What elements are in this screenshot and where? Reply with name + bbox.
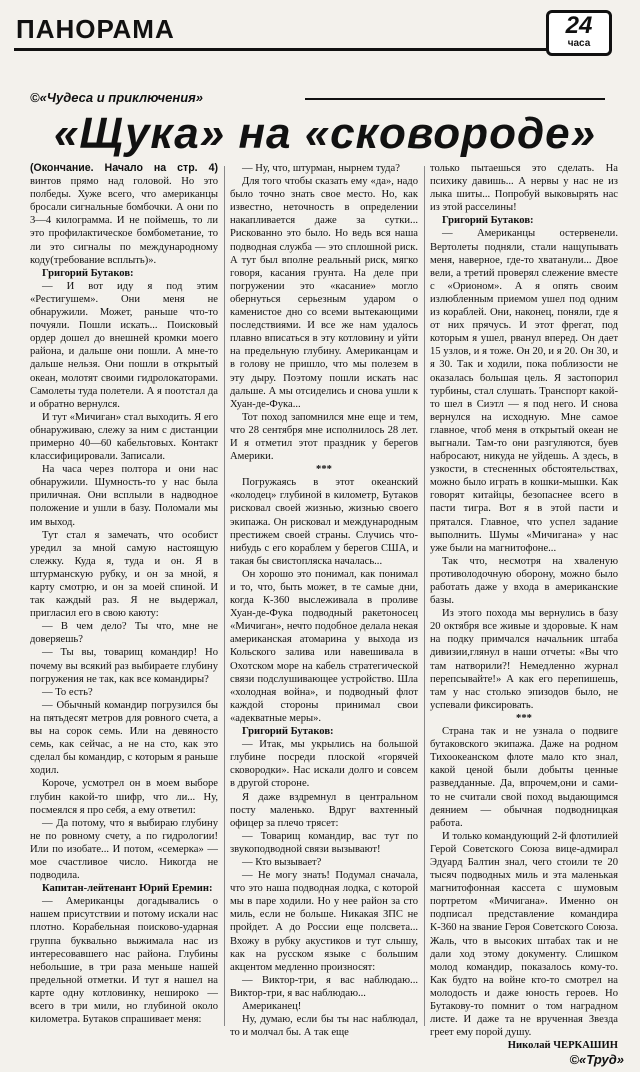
paragraph: — Обычный командир погрузился бы на пятьдесят метров для ровного счета, а вы на сорок семь. Или на девяносто семь, как сейчас, а не на сто, как это сделал бы командир, с которым я раньше ходил. [30, 699, 218, 777]
paragraph: — Американцы остервенели. Вертолеты подняли, стали нащупывать меня, наверное, где-то хватанули... Двое вели, а третий проверял слежение вместе с «Орионом». А я опять своим излюбленным приемом ушел под одним из кораблей. Они, наконец, поняли, где я от них прячусь. И этот фрегат, под которым я ушел, рванул вперед. Он дает 15 узлов, и я тоже. Он 20, и я 20. Он 30, и я 30. Так и ходили, пока поблизости не оказалась большая цель. Я застопорил турбины, стал слушать. Транспорт какой-то шел в Сиэтл — я под него. И снова вернулся на исходную. Мне самое главное, чтоб меня в открытый океан не выгнали. Там-то они разгуляются, буев набросают, никуда не уйдешь. А здесь, в узкости, в стесненных обстоятельствах, можно было играть в кошки-мышки. Как говорят китайцы, безопаснее всего в пасти тигра. Вот я в этой пасти и прятался. Главное, что успел задание выполнить. Шумы «Мичигана» у нас уже были на магнитофоне... [430, 228, 618, 554]
paragraph: — Виктор-три, я вас наблюдаю... Виктор-три, я вас наблюдаю... [230, 974, 418, 999]
newspaper-logo [546, 10, 612, 56]
paragraph: Ну, думаю, если бы ты нас наблюдал, то и молчал бы. А так еще [230, 1014, 418, 1039]
speaker-name: Григорий Бутаков: [442, 215, 534, 227]
paragraph: Страна так и не узнала о подвиге бутаковского экипажа. Даже на родном Тихоокеанском флоте мало кто знал, какой ценой были добыты ценные разведданные. Да, впрочем,они и сами-то не считали свой поход выдающимся деянием — обычная подводницкая работа. [430, 726, 618, 829]
paragraph: — Ты вы, товарищ командир! Но почему вы всякий раз выбираете глубину погружения не так, как все командиры? [30, 647, 218, 685]
paragraph: — Не могу знать! Подумал сначала, что это наша подводная лодка, с которой мы в паре ходили. Но у нее район за сто миль, если не больше. Никакая ЗПС не пройдет. А до России еще полсвета... Вхожу в рубку акустиков и тут слышу, как на русском языке с большим акцентом медленно произносят: [230, 870, 418, 973]
article-column-2 [230, 162, 418, 1052]
rubric-rule [305, 98, 605, 100]
masthead [14, 10, 626, 54]
logo-word: часа [567, 38, 591, 49]
paragraph: И только командующий 2-й флотилией Герой Советского Союза вице-адмирал Эдуард Балтин знал, чего стоили те 20 тысяч подводных миль и эта маленькая магнитофонная кассета с шумовым портретом «Мичигана». Именно он подписал представление командира К-360 на звание Героя Советского Союза. Жаль, что в высоких штабах так и не дали ход этому документу. Слишком молод командир, показалось кому-то. Как будто на войне кто-то смотрел на молодость и даже юность героев. Но Бутакову-то помнит о том наградном листе. И даже та не врученная Звезда греет ему порой душу. [430, 830, 618, 1039]
continuation-note: (Окончание. Начало на стр. 4) [30, 162, 218, 174]
paragraph: — Да потому, что я выбираю глубину не по ровному счету, а по гидрологии! Или по изобате... И потом, «семерка» — мое счастливое число. Никогда не подводила. [30, 817, 218, 882]
source-credit: ©«Труд» [569, 1052, 624, 1067]
paragraph: Тот поход запомнился мне еще и тем, что 28 сентября мне исполнилось 28 лет. И я отметил этот праздник у берегов Америки. [230, 411, 418, 463]
paragraph: Тут стал я замечать, что особист уредил за мной самую настоящую слежку. Куда я, туда и он. Я в штурманскую рубку, и он за мной, я карту смотрю, и он за моей спиной. И так каждый раз. Я не выдержал, пригласил его в свою каюту: [30, 529, 218, 620]
article-column-1 [30, 162, 218, 1052]
lead-paragraph [30, 162, 218, 267]
paragraph: Так что, несмотря на хваленую противолодочную оборону, можно было работать даже у входа в американские базы. [430, 555, 618, 607]
rubric: ©«Чудеса и приключения» [30, 90, 204, 105]
speaker-name: Григорий Бутаков: [242, 726, 334, 738]
paragraph: Я даже вздремнул в центральном посту маленько. Вдруг вахтенный офицер за плечо трясет: [230, 791, 418, 829]
column-divider [424, 166, 425, 1026]
paragraph: Короче, усмотрел он в моем выборе глубин какой-то шифр, что ли... Ну, посмеялся я про себя, а ему ответил: [30, 778, 218, 816]
paragraph: — Американцы догадывались о нашем присутствии и потому искали нас плотно. Корабельная поисково-ударная группа буквально выжимала нас из интересовавшего нас района. Глубины небольшие, в три раза меньше нашей предельной отметки. И тут я нашел на карте одну котловинку, нешироко — всего в три мили, но глубиной около километра. Бутаков спрашивает меня: [30, 896, 218, 1026]
paragraph: На часа через полтора и они нас обнаружили. Шумность-то у нас была приличная. Они всплыли в надводное положение и ушли в базу. Поломали мы им выход. [30, 464, 218, 528]
section-title: ПАНОРАМА [16, 14, 175, 44]
lead-paragraph [430, 162, 618, 214]
paragraph: Он хорошо это понимал, как понимал и то, что, быть может, в те самые дни, когда К-360 выслеживала в проливе Хуан-де-Фука подводный ракетоносец «Мичиган», нечто подобное делала некая американская атомарина у выхода из Кольского залива или навешивала в Охотском море на кабель стратегической связи подслушивающее устройство. Шла «холодная война», и подводный флот каждой стороны принимал свои «адекватные меры». [230, 568, 418, 724]
paragraph: Для того чтобы сказать ему «да», надо было точно знать свое место. Но, как известно, неточность в определении накапливается даже за сутки... Рискованно это было. Но ведь вся наша подводная служба — это сплошной риск. А тут был вполне реальный риск, мягко говоря, касания грунта. На деле при погружении это «касание» могло обернуться серьезным ударом о каменистое дно со всеми вытекающими последствиями. И все же нам удалось плавно вписаться в эту котловину и уйти на предельную глубину. Американцам и в голову не пришло, что мы полезем в эту дыру. Поэтому пошли искать нас дальше. А мы отсиделись и снова ушли к Хуан-де-Фука... [230, 176, 418, 410]
masthead-rule [14, 48, 602, 51]
speaker-name: Капитан-лейтенант Юрий Еремин: [42, 883, 213, 895]
paragraph: — Итак, мы укрылись на большой глубине посреди плоской «горячей сковородки». Нас искали долго и совсем в другой стороне. [230, 739, 418, 790]
article-body [30, 162, 620, 1052]
author-signature: Николай ЧЕРКАШИН [507, 1040, 618, 1052]
paragraph: — Ну, что, штурман, нырнем туда? [242, 163, 400, 174]
paragraph: И тут «Мичиган» стал выходить. Я его обнаруживаю, слежу за ним с дистанции примерно 40—60 кабельтовых. Контакт классифицировали. Записали. [30, 411, 218, 463]
paragraph: — В чем дело? Ты что, мне не доверяешь? [30, 621, 218, 646]
article-column-3 [430, 162, 618, 1052]
paragraph: — Товарищ командир, вас тут по звукоподводной связи вызывают! [230, 830, 418, 855]
logo-number: 24 [565, 12, 593, 39]
section-separator: *** [516, 712, 532, 724]
paragraph-text: винтов прямо над головой. Но это полбеды. Хуже всего, что американцы бросали сигнальные бомбочки. А они по 3—4 килограмма. И не поймешь, то ли это профилактическое бомбометание, то ли это сигналы по международному коду(требование всплыть)». [30, 176, 218, 266]
paragraph: — Кто вызывает? [242, 856, 322, 868]
paragraph-text: только пытаешься это сделать. На психику давишь... А нервы у нас не из лыка шиты... Попробуй выковырять нас из этой расселины! [430, 163, 618, 214]
paragraph: Погружаясь в этот океанский «колодец» глубиной в километр, Бутаков рисковал своей жизнью, жизнью своего экипажа. Он рисковал и международным престижем своей страны. Случись что-нибудь с его кораблем у берегов США, и такая бы свистопляска началась... [230, 477, 418, 567]
speaker-name: Григорий Бутаков: [42, 267, 134, 279]
headline: «Щука» на «сковороде» [53, 109, 597, 158]
paragraph: Американец! [242, 1001, 302, 1012]
paragraph: — То есть? [42, 686, 93, 698]
paragraph: Из этого похода мы вернулись в базу 20 октября все живые и здоровые. К нам на подку примчался начальник штаба дивизии,глянул в наши отчеты: «Вы что там натворили?! Немедленно журнал перепсывайте!» А как его перепишешь, там у нас столько эпизодов было, не успевали фиксировать. [430, 608, 618, 711]
section-separator: *** [316, 464, 332, 476]
paragraph: — И вот иду я под этим «Рестигушем». Они меня не обнаружили. Может, раньше что-то почуяли. Пошли искать... Поисковый ордер дошел до внешней кромки моего района, и дальше они пошли. А мне-то дальше нельзя. Они пошли в открытый океан, молотят своими гидролокаторами. Самолеты туда полетели. А я поотстал да и обратно вернулся. [30, 280, 218, 410]
column-divider [224, 166, 225, 1026]
